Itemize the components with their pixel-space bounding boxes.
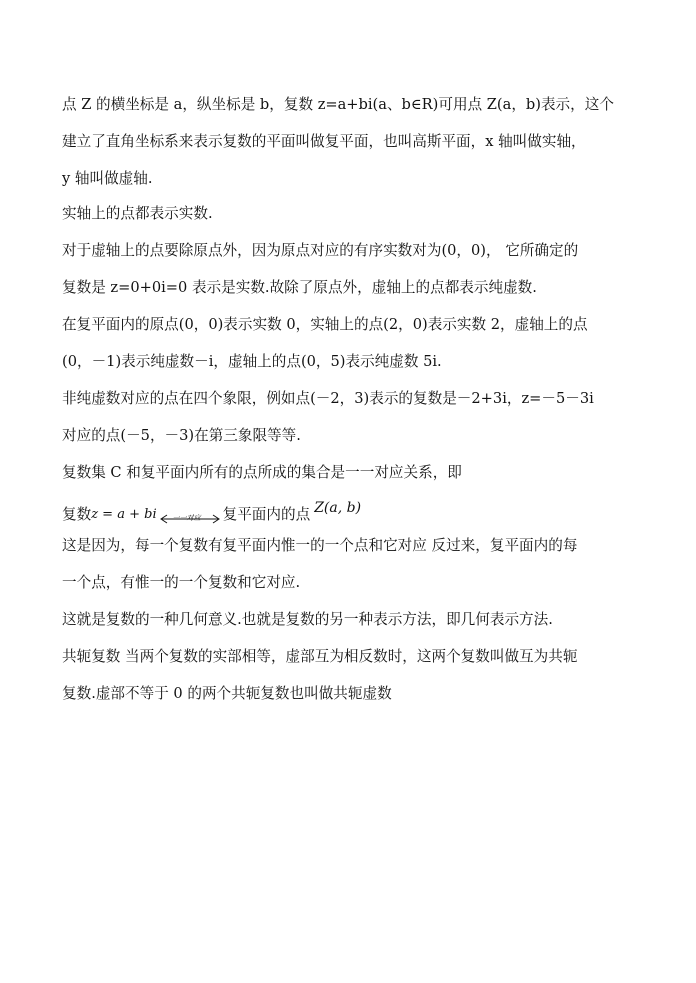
paragraph	[62, 460, 634, 497]
formula-expression: z = a + bi	[91, 507, 157, 522]
text-line: 复数.虚部不等于 0 的两个共轭复数也叫做共轭虚数	[62, 685, 392, 702]
text-line: 复数集 C 和复平面内所有的点所成的集合是一一对应关系，即	[62, 464, 462, 481]
paragraph	[62, 533, 634, 607]
arrow-label: 一一对应	[172, 514, 201, 522]
text-line: 在复平面内的原点(0，0)表示实数 0，实轴上的点(2，0)表示实数 2，虚轴上的点	[62, 316, 588, 333]
paragraph	[62, 607, 634, 644]
paragraph	[62, 312, 634, 386]
formula-point: Z(a, b)	[314, 500, 362, 516]
text-line: 对于虚轴上的点要除原点外，因为原点对应的有序实数对为(0，0)， 它所确定的	[62, 242, 579, 259]
paragraph	[62, 386, 634, 460]
correspondence-formula	[62, 497, 634, 533]
text-line: 复数是 z=0+0i=0 表示是实数.故除了原点外，虚轴上的点都表示纯虚数.	[62, 279, 537, 296]
formula-suffix: 复平面内的点	[222, 506, 311, 523]
paragraph	[62, 238, 634, 312]
text-line: 对应的点(－5，－3)在第三象限等等.	[62, 427, 301, 444]
text-line: (0，－1)表示纯虚数－i，虚轴上的点(0，5)表示纯虚数 5i.	[62, 353, 442, 370]
text-line: 建立了直角坐标系来表示复数的平面叫做复平面，也叫高斯平面，x 轴叫做实轴，	[62, 133, 586, 150]
text-line: 实轴上的点都表示实数.	[62, 205, 213, 222]
double-arrow-icon	[159, 504, 221, 526]
paragraph	[62, 644, 634, 718]
text-line: 点 Z 的横坐标是 a，纵坐标是 b，复数 z=a+bi(a、b∈R)可用点 Z(a，b)表示，这个	[62, 96, 614, 113]
text-line: 这是因为，每一个复数有复平面内惟一的一个点和它对应 反过来，复平面内的每	[62, 537, 578, 554]
paragraph	[62, 92, 634, 201]
text-line: 这就是复数的一种几何意义.也就是复数的另一种表示方法，即几何表示方法.	[62, 611, 553, 628]
formula-prefix: 复数	[62, 506, 92, 523]
document-body	[62, 92, 634, 718]
text-line: 共轭复数 当两个复数的实部相等，虚部互为相反数时，这两个复数叫做互为共轭	[62, 648, 578, 665]
text-line: 一个点，有惟一的一个复数和它对应.	[62, 574, 301, 591]
text-line: y 轴叫做虚轴.	[62, 170, 153, 187]
text-line: 非纯虚数对应的点在四个象限，例如点(－2，3)表示的复数是－2+3i，z=－5－3i	[62, 390, 594, 407]
paragraph	[62, 201, 634, 238]
